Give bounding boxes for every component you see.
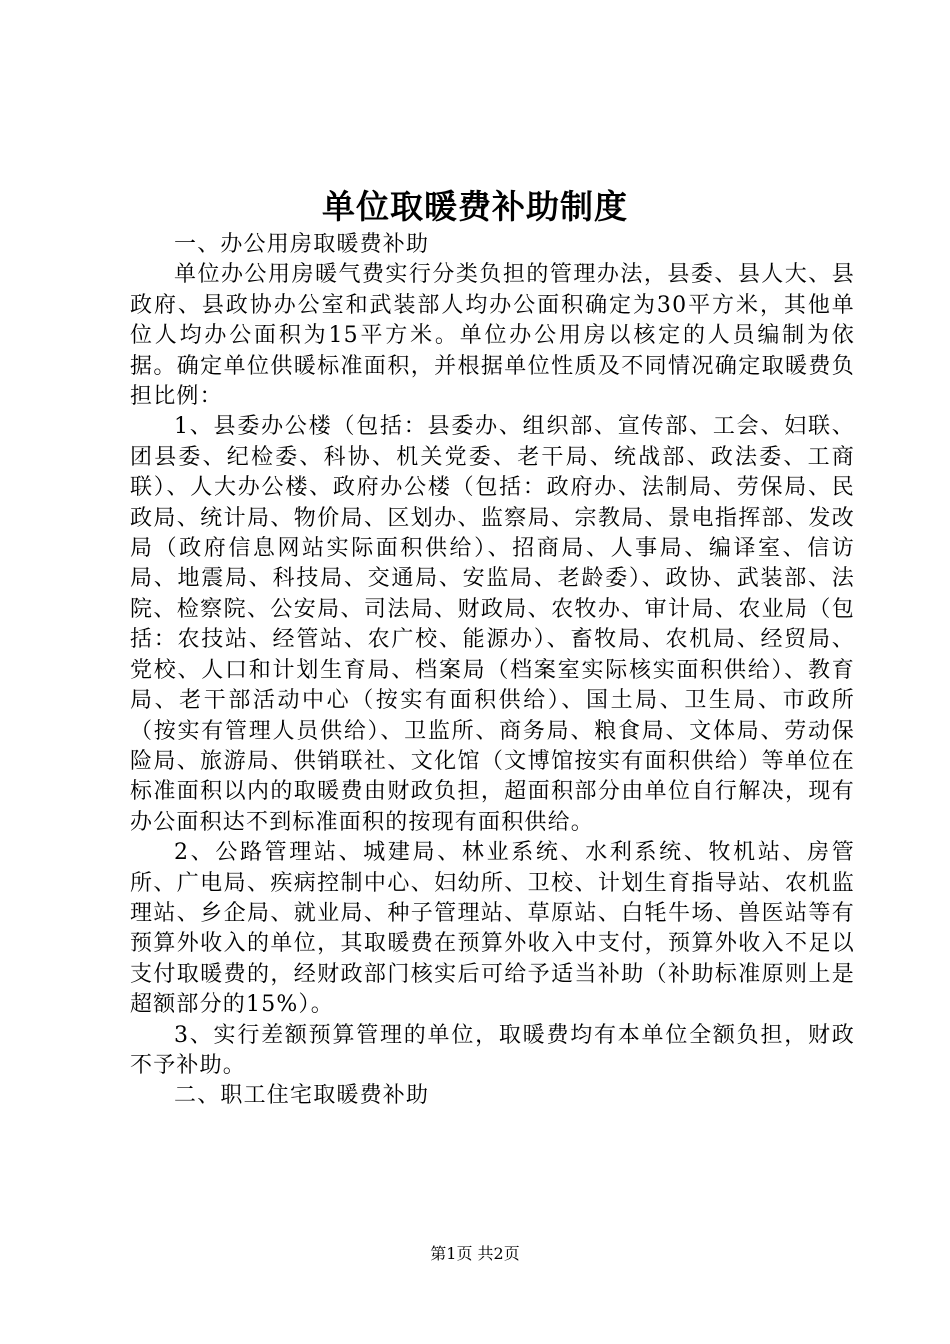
document-body <box>130 230 855 1112</box>
paragraph-intro: 单位办公用房暖气费实行分类负担的管理办法，县委、县人大、县政府、县政协办公室和武装部人均办公面积确定为30平方米，其他单位人均办公面积为15平方米。单位办公用房以核定的人员编制为依据。确定单位供暖标准面积，并根据单位性质及不同情况确定取暖费负担比例： <box>130 262 855 410</box>
page-footer: 第1页 共2页 <box>430 1244 520 1263</box>
paragraph-item-3: 3、实行差额预算管理的单位，取暖费均有本单位全额负担，财政不予补助。 <box>130 1022 855 1078</box>
paragraph-item-1: 1、县委办公楼（包括：县委办、组织部、宣传部、工会、妇联、团县委、纪检委、科协、机关党委、老干局、统战部、政法委、工商联）、人大办公楼、政府办公楼（包括：政府办、法制局、劳保局、民政局、统计局、物价局、区划办、监察局、宗教局、景电指挥部、发改局（政府信息网站实际面积供给）、招商局、人事局、编译室、信访局、地震局、科技局、交通局、安监局、老龄委）、政协、武装部、法院、检察院、公安局、司法局、财政局、农牧办、审计局、农业局（包括：农技站、经管站、农广校、能源办）、畜牧局、农机局、经贸局、党校、人口和计划生育局、档案局（档案室实际核实面积供给）、教育局、老干部活动中心（按实有面积供给）、国土局、卫生局、市政所（按实有管理人员供给）、卫监所、商务局、粮食局、文体局、劳动保险局、旅游局、供销联社、文化馆（文博馆按实有面积供给）等单位在标准面积以内的取暖费由财政负担，超面积部分由单位自行解决，现有办公面积达不到标准面积的按现有面积供给。 <box>130 414 855 835</box>
document-title: 单位取暖费补助制度 <box>322 187 628 226</box>
section-heading-1: 一、办公用房取暖费补助 <box>174 232 430 257</box>
paragraph-item-2: 2、公路管理站、城建局、林业系统、水利系统、牧机站、房管所、广电局、疾病控制中心、妇幼所、卫校、计划生育指导站、农机监理站、乡企局、就业局、种子管理站、草原站、白牦牛场、兽医站等有预算外收入的单位，其取暖费在预算外收入中支付，预算外收入不足以支付取暖费的，经财政部门核实后可给予适当补助（补助标准原则上是超额部分的15%）。 <box>130 840 855 1018</box>
section-heading-2: 二、职工住宅取暖费补助 <box>174 1083 430 1109</box>
